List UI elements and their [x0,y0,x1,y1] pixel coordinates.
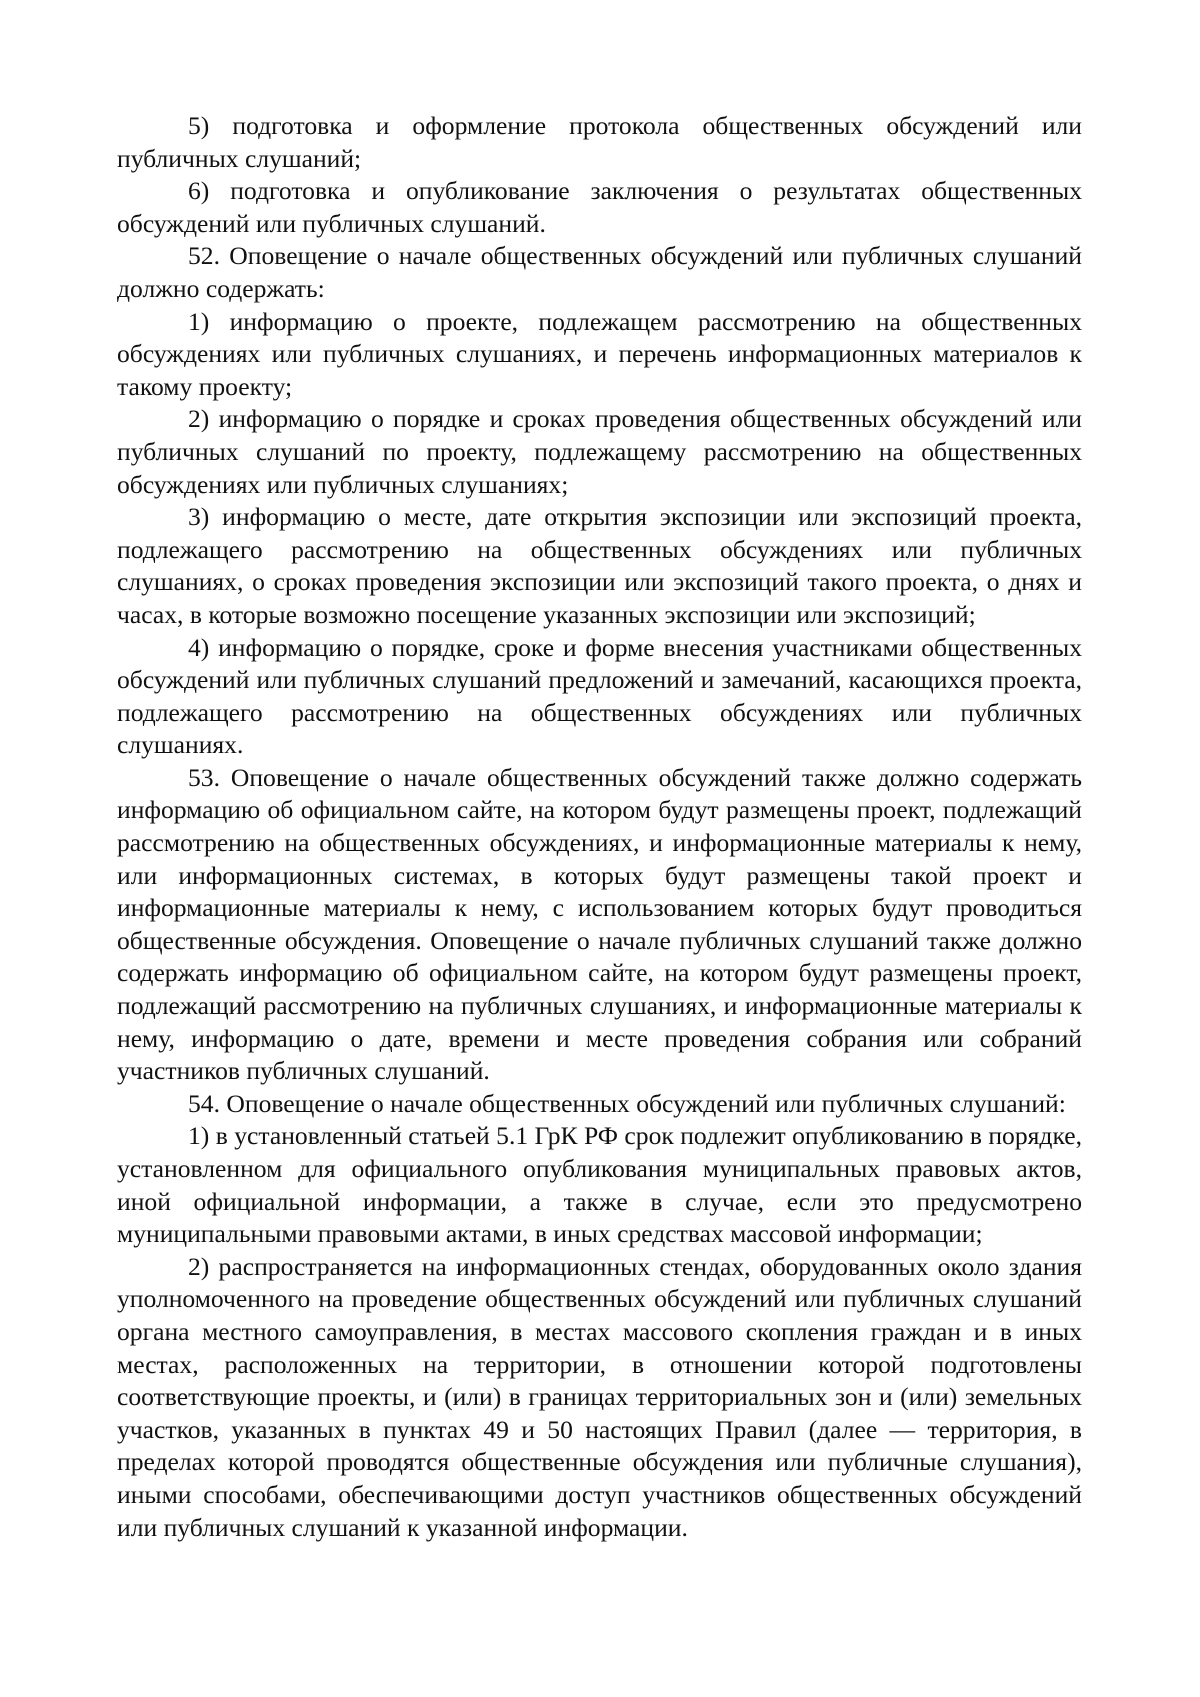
paragraph-item-5-protocol: 5) подготовка и оформление протокола общественных обсуждений или публичных слушаний; [117,111,1082,173]
paragraph-clause-52-item-2: 2) информацию о порядке и сроках проведения общественных обсуждений или публичных слушаний по проекту, подлежащему рассмотрению на общественных обсуждениях или публичных слушаниях; [117,404,1082,499]
paragraph-clause-54: 54. Оповещение о начале общественных обсуждений или публичных слушаний: [188,1088,1066,1118]
paragraph-clause-54-item-2: 2) распространяется на информационных стендах, оборудованных около здания уполномоченного на проведение общественных обсуждений или публичных слушаний органа местного самоуправления, в местах массового скопления граждан и в иных местах, расположенных на территории, в отношении которой подготовлены соответствующие проекты, и (или) в границах территориальных зон и (или) земельных участков, указанных в пунктах 49 и 50 настоящих Правил (далее — территория, в пределах которой проводятся общественные обсуждения или публичные слушания), иными способами, обеспечивающими доступ участников общественных обсуждений или публичных слушаний к указанной информации. [117,1251,1082,1542]
paragraph-clause-52-item-1: 1) информацию о проекте, подлежащем рассмотрению на общественных обсуждениях или публичных слушаниях, и перечень информационных материалов к такому проекту; [117,306,1082,401]
paragraph-clause-53: 53. Оповещение о начале общественных обсуждений также должно содержать информацию об официальном сайте, на котором будут размещены проект, подлежащий рассмотрению на общественных обсуждениях, и информационные материалы к нему, или информационных системах, в которых будут размещены такой проект и информационные материалы к нему, с использованием которых будут проводиться общественные обсуждения. Оповещение о начале публичных слушаний также должно содержать информацию об официальном сайте, на котором будут размещены проект, подлежащий рассмотрению на публичных слушаниях, и информационные материалы к нему, информацию о дате, времени и месте проведения собрания или собраний участников публичных слушаний. [117,762,1082,1086]
paragraph-clause-52-item-3: 3) информацию о месте, дате открытия экспозиции или экспозиций проекта, подлежащего рассмотрению на общественных обсуждениях или публичных слушаниях, о сроках проведения экспозиции или экспозиций такого проекта, о днях и часах, в которые возможно посещение указанных экспозиции или экспозиций; [117,502,1082,629]
paragraph-clause-54-item-1: 1) в установленный статьей 5.1 ГрК РФ срок подлежит опубликованию в порядке, установленном для официального опубликования муниципальных правовых актов, иной официальной информации, а также в случае, если это предусмотрено муниципальными правовыми актами, в иных средствах массовой информации; [117,1121,1082,1249]
document-page [117,110,1082,1544]
paragraph-clause-52: 52. Оповещение о начале общественных обсуждений или публичных слушаний должно содержать: [117,241,1082,303]
paragraph-item-6-conclusion: 6) подготовка и опубликование заключения о результатах общественных обсуждений или публичных слушаний. [117,176,1082,238]
paragraph-clause-52-item-4: 4) информацию о порядке, сроке и форме внесения участниками общественных обсуждений или публичных слушаний предложений и замечаний, касающихся проекта, подлежащего рассмотрению на общественных обсуждениях или публичных слушаниях. [117,632,1082,760]
